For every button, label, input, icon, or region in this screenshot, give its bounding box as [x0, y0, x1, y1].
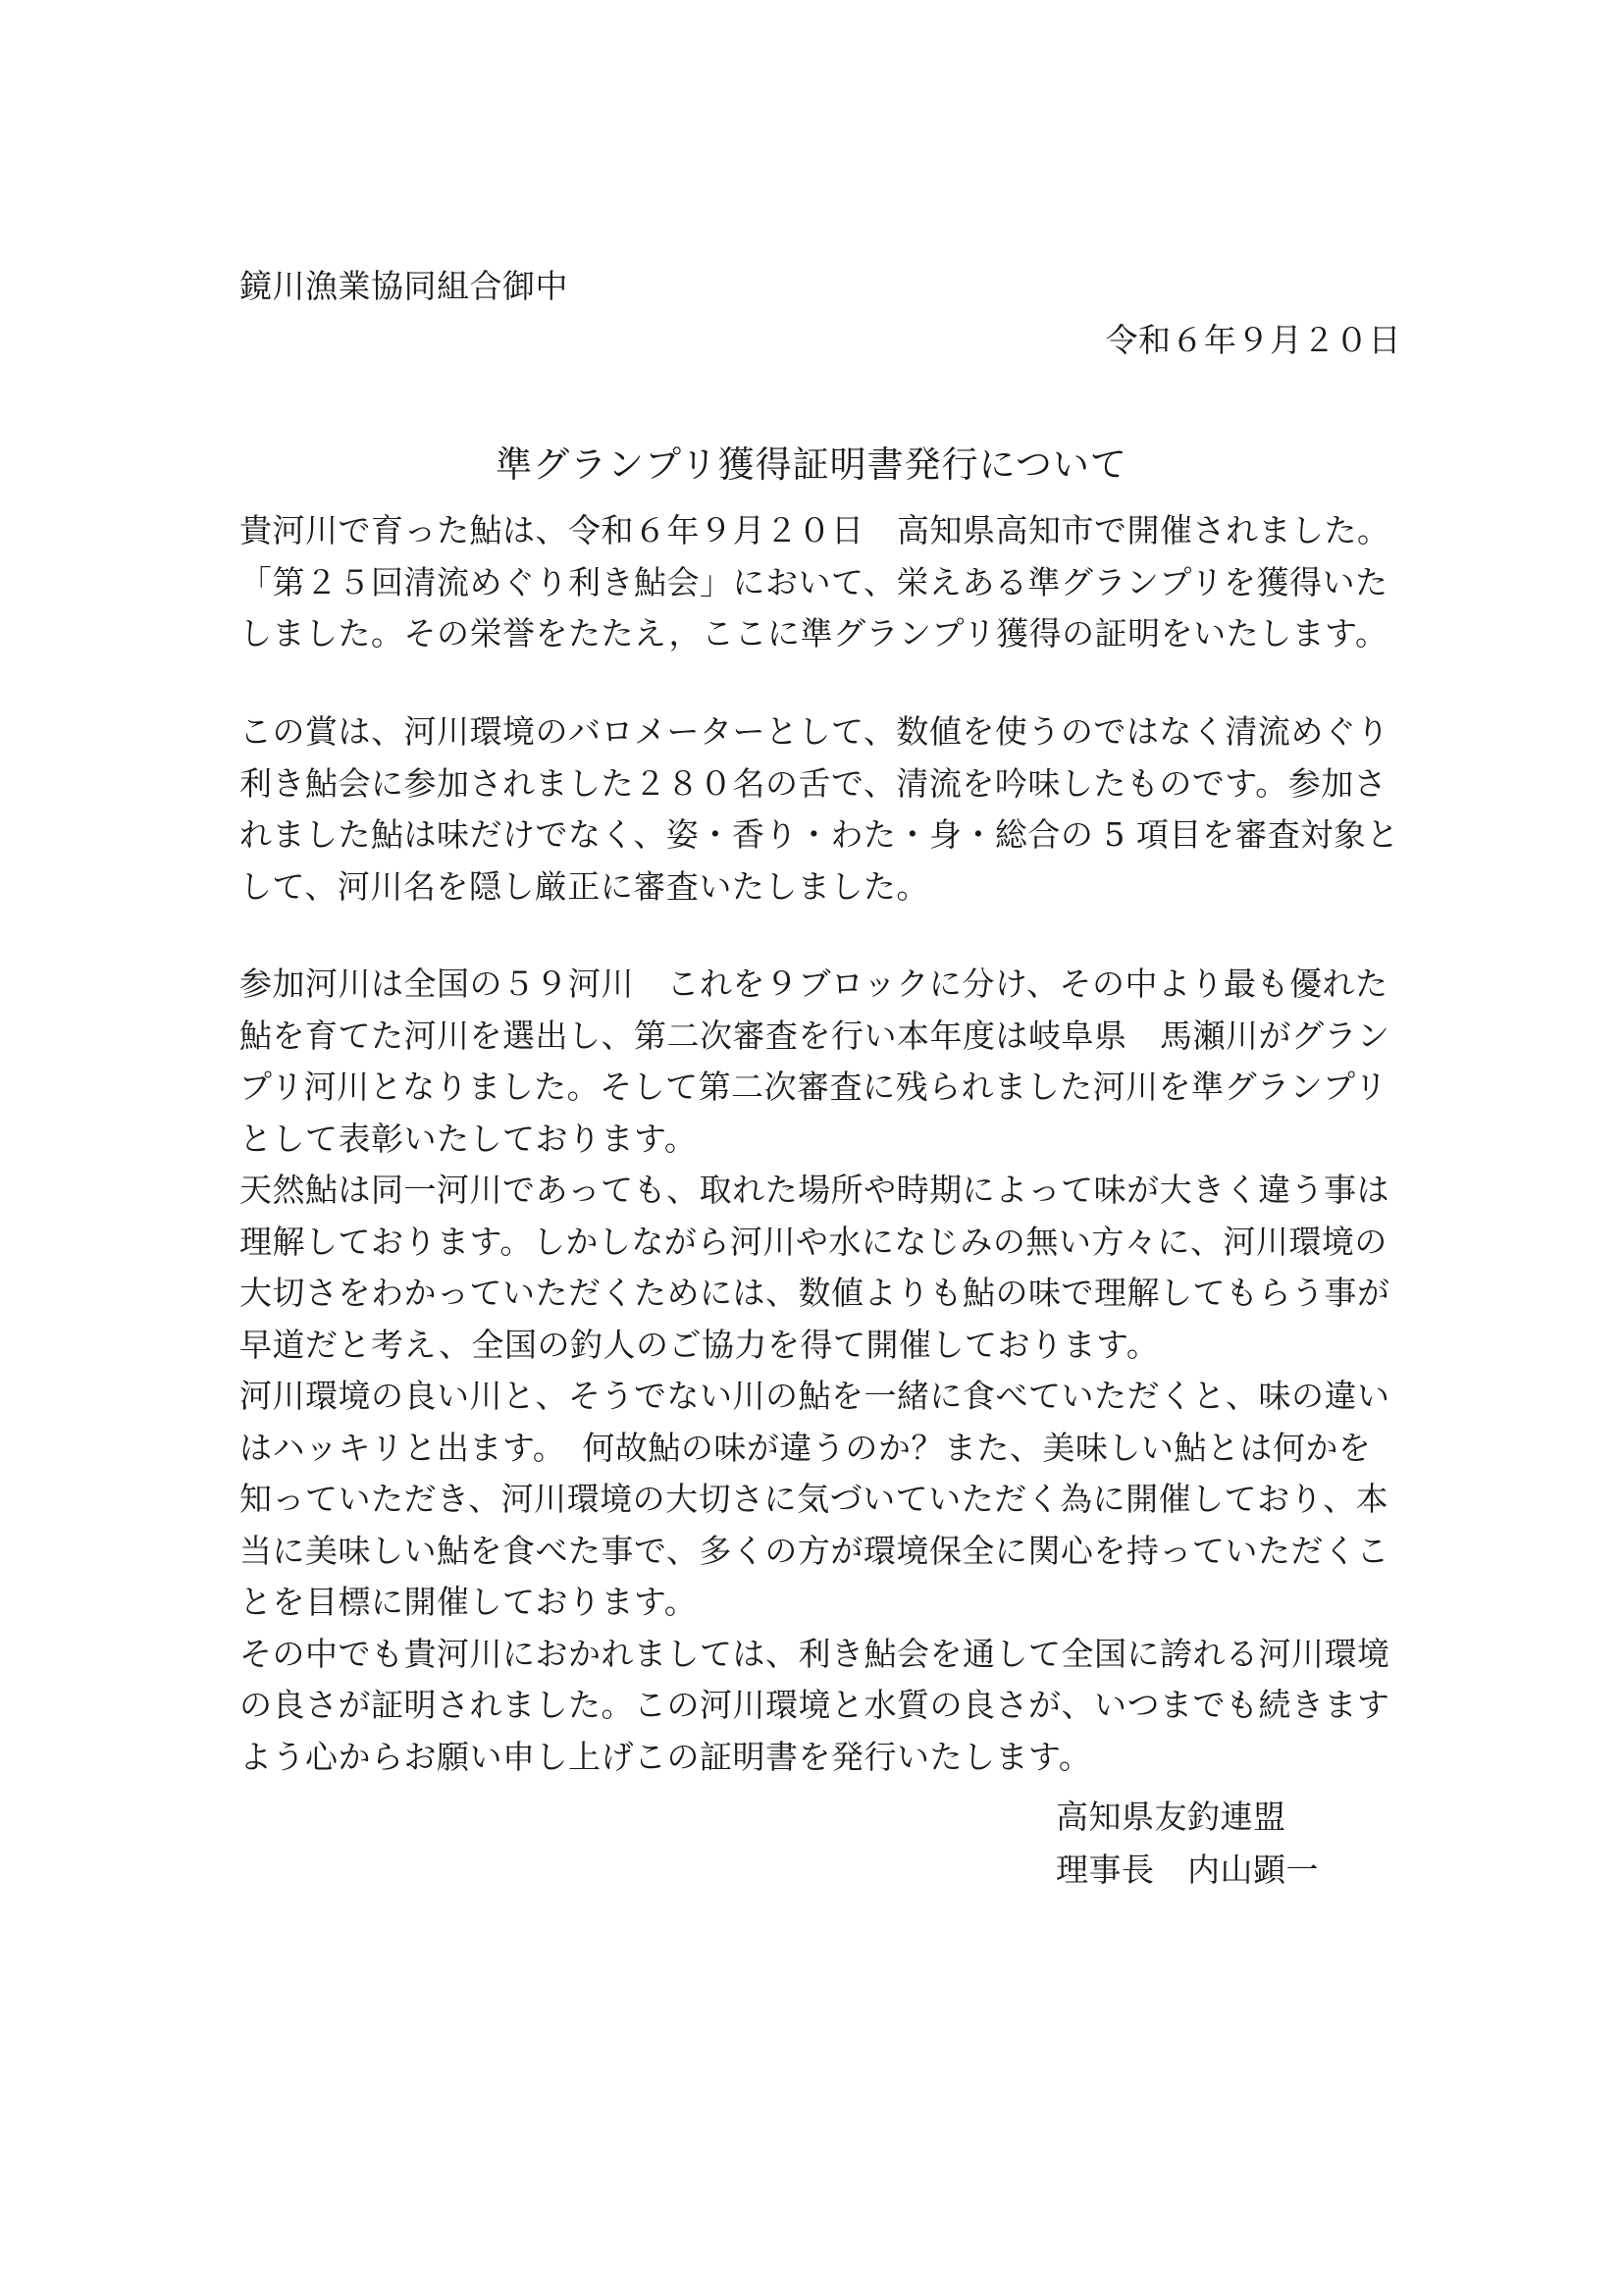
signature-organization: 高知県友釣連盟 — [1056, 1798, 1286, 1836]
letter-title: 準グランプリ獲得証明書発行について — [496, 444, 1127, 486]
body-line: 知っていただき、河川環境の大切さに気づいていただく為に開催しており、本 — [239, 1480, 1389, 1518]
body-line: 理解しております。しかしながら河川や水になじみの無い方々に、河川環境の — [239, 1222, 1387, 1261]
body-line: しました。その栄誉をたたえ，ここに準グランプリ獲得の証明をいたします。 — [239, 614, 1388, 652]
body-line: の良さが証明されました。この河川環境と水質の良さが、いつまでも続きます — [239, 1686, 1390, 1724]
body-line: 河川環境の良い川と、そうでない川の鮎を一緒に食べていただくと、味の違い — [239, 1377, 1390, 1415]
body-line: 貴河川で育った鮎は、令和６年９月２０日 高知県高知市で開催されました。 — [239, 511, 1390, 549]
body-line: はハッキリと出ます。 何故鮎の味が違うのか？また、美味しい鮎とは何かを — [239, 1428, 1372, 1467]
body-line: よう心からお願い申し上げこの証明書を発行いたします。 — [239, 1737, 1092, 1776]
signature-representative: 理事長 内山顕一 — [1056, 1851, 1319, 1889]
body-line: 利き鮎会に参加されました２８０名の舌で、清流を吟味したものです。参加さ — [239, 763, 1387, 803]
body-paragraph-1 — [239, 505, 1407, 660]
body-line: 大切さをわかっていただくためには、数値よりも鮎の味で理解してもらう事が — [239, 1274, 1390, 1312]
body-paragraph-2 — [239, 706, 1407, 913]
body-line: この賞は、河川環境のバロメーターとして、数値を使うのではなく清流めぐり — [239, 712, 1389, 751]
body-line: その中でも貴河川におかれましては、利き鮎会を通して全国に誇れる河川環境 — [239, 1634, 1390, 1673]
body-line: 鮎を育てた河川を選出し、第二次審査を行い本年度は岐阜県 馬瀬川がグラン — [239, 1016, 1390, 1055]
body-line: 参加河川は全国の５９河川 これを９ブロックに分け、その中より最も優れた — [239, 965, 1388, 1003]
body-paragraph-3 — [239, 959, 1407, 1783]
body-line: 「第２５回清流めぐり利き鮎会」において、栄えある準グランプリを獲得いた — [239, 562, 1388, 601]
body-line: して、河川名を隠し厳正に審査いたしました。 — [239, 866, 929, 906]
body-line: として表彰いたしております。 — [239, 1119, 698, 1158]
recipient-line: 鏡川漁業協同組合御中 — [239, 267, 568, 305]
letter-date: 令和６年９月２０日 — [1105, 321, 1401, 359]
body-line: 早道だと考え、全国の釣人のご協力を得て開催しております。 — [239, 1325, 1160, 1364]
body-line: 当に美味しい鮎を食べた事で、多くの方が環境保全に関心を持っていただくこ — [239, 1531, 1389, 1570]
body-line: とを目標に開催しております。 — [239, 1583, 698, 1621]
body-line: れました鮎は味だけでなく、姿・香り・わた・身・総合の 5 項目を審査対象と — [239, 815, 1399, 854]
body-line: プリ河川となりました。そして第二次審査に残られました河川を準グランプリ — [239, 1068, 1387, 1106]
body-line: 天然鮎は同一河川であっても、取れた場所や時期によって味が大きく違う事は — [239, 1171, 1390, 1209]
